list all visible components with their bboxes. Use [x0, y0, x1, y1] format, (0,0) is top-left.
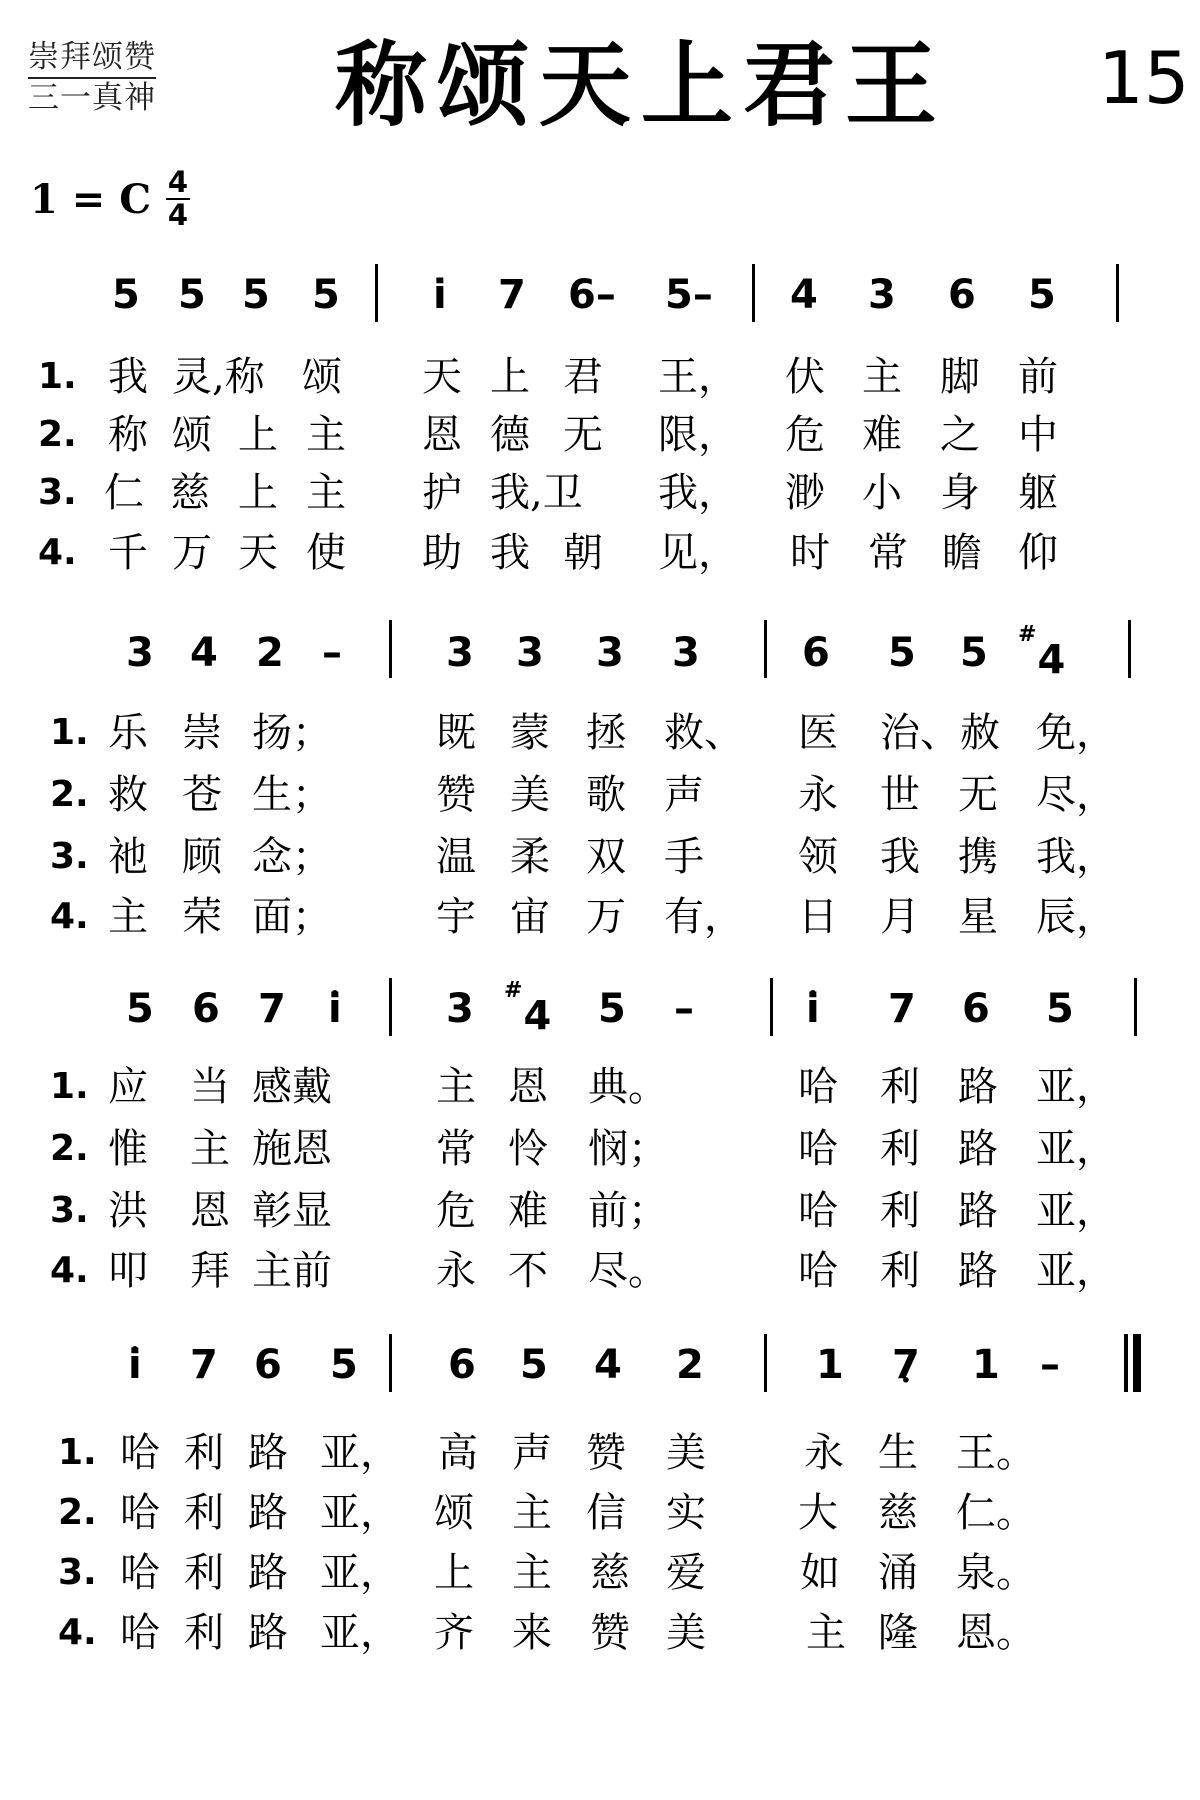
lyric: 有，	[664, 894, 744, 940]
lyric: 温	[436, 834, 476, 880]
lyric: 念；	[252, 834, 332, 880]
lyric: 月	[880, 894, 920, 940]
lyric: 亚，	[320, 1430, 400, 1476]
lyric: 哈	[798, 1248, 838, 1294]
lyric: 惟	[108, 1126, 148, 1172]
lyric: 上	[238, 412, 278, 458]
lyric: 尽。	[588, 1248, 668, 1294]
lyric: 之	[940, 412, 980, 458]
note: 6	[802, 630, 830, 676]
note: i	[433, 272, 447, 318]
lyric: 亚，	[320, 1610, 400, 1656]
note: 3	[596, 630, 624, 676]
lyric: 王。	[956, 1430, 1036, 1476]
lyric: 利	[880, 1126, 920, 1172]
lyric: 日	[798, 894, 838, 940]
verse-number: 1.	[38, 356, 77, 397]
lyric: 如	[800, 1550, 840, 1596]
lyric: 赞	[586, 1430, 626, 1476]
lyric: 路	[958, 1188, 998, 1234]
lyric: 利	[880, 1248, 920, 1294]
lyric: 辰，	[1036, 894, 1116, 940]
lyric: 泉。	[956, 1550, 1036, 1596]
lyric: 我	[880, 834, 920, 880]
lyric: 王，	[658, 354, 738, 400]
verse-number: 3.	[50, 836, 89, 877]
lyric: 世	[880, 772, 920, 818]
note: –	[322, 630, 342, 676]
verse-4-line-1	[0, 528, 1200, 578]
lyric: 亚，	[1036, 1064, 1116, 1110]
verse-3-line-1	[0, 468, 1200, 518]
lyric: 见，	[658, 530, 738, 576]
barline	[764, 1334, 767, 1392]
verse-2-line-1	[0, 410, 1200, 460]
lyric: 恩	[508, 1064, 548, 1110]
lyric: 使	[306, 530, 346, 576]
lyric: 慈	[590, 1550, 630, 1596]
lyric: 恩	[422, 412, 462, 458]
lyric: 天	[422, 354, 462, 400]
verse-number: 2.	[38, 414, 77, 455]
note: –	[1040, 1342, 1060, 1388]
lyric: 伏	[785, 354, 825, 400]
lyric: 美	[666, 1430, 706, 1476]
note: 3	[446, 986, 474, 1032]
note: 3	[516, 630, 544, 676]
verse-number: 4.	[58, 1612, 97, 1653]
note: 3	[126, 630, 154, 676]
lyric: 美	[666, 1610, 706, 1656]
lyric: 乐	[108, 710, 148, 756]
barline	[1134, 978, 1137, 1036]
lyric: 歌	[586, 772, 626, 818]
note: 5	[598, 986, 626, 1032]
note: 6	[962, 986, 990, 1032]
note: #4	[504, 978, 552, 1040]
note-value: 4	[523, 993, 552, 1040]
note: 5	[126, 986, 154, 1032]
lyric: 脚	[940, 354, 980, 400]
lyric: 哈	[120, 1490, 160, 1536]
lyric: 柔	[510, 834, 550, 880]
barline	[764, 620, 767, 678]
verse-1-line-4	[0, 1428, 1200, 1478]
note: 5	[1028, 272, 1056, 318]
lyric: 常	[436, 1126, 476, 1172]
lyric: 仁	[104, 470, 144, 516]
barline	[389, 620, 392, 678]
lyric: 悯；	[588, 1126, 668, 1172]
note: 6	[254, 1342, 282, 1388]
lyric: 怜	[508, 1126, 548, 1172]
lyric: 利	[184, 1610, 224, 1656]
note: #4	[1018, 622, 1066, 684]
lyric: 恩。	[956, 1610, 1036, 1656]
verse-2-line-4	[0, 1488, 1200, 1538]
note: 4	[190, 630, 218, 676]
lyric: 宙	[510, 894, 550, 940]
time-denominator: 4	[167, 198, 189, 232]
verse-number: 4.	[38, 532, 77, 573]
lyric: 仰	[1018, 530, 1058, 576]
lyric: 我	[490, 530, 530, 576]
lyric: 颂	[302, 354, 342, 400]
note: 7	[888, 986, 916, 1032]
lyric: 信	[586, 1490, 626, 1536]
lyric: 主	[306, 412, 346, 458]
lyric: 身	[940, 470, 980, 516]
lyric: 主	[806, 1610, 846, 1656]
lyric: 危	[785, 412, 825, 458]
category-line-1: 崇拜颂赞	[28, 38, 156, 79]
lyric: 哈	[798, 1126, 838, 1172]
lyric: 利	[184, 1430, 224, 1476]
lyric: 利	[880, 1064, 920, 1110]
lyric: 利	[184, 1550, 224, 1596]
notation-line-2	[0, 622, 1200, 688]
lyric: 瞻	[942, 530, 982, 576]
lyric: 扬；	[252, 710, 332, 756]
lyric: 洪	[108, 1188, 148, 1234]
note-value: 4	[1037, 637, 1066, 684]
lyric: 路	[248, 1610, 288, 1656]
lyric: 祂	[108, 834, 148, 880]
lyric: 我，	[1036, 834, 1116, 880]
lyric: 路	[248, 1490, 288, 1536]
note: 5	[520, 1342, 548, 1388]
lyric: 小	[862, 470, 902, 516]
lyric: 赞	[436, 772, 476, 818]
lyric: 万	[172, 530, 212, 576]
lyric: 荣	[182, 894, 222, 940]
lyric: 上	[238, 470, 278, 516]
lyric: 无	[563, 412, 603, 458]
note: 7 •	[892, 1340, 920, 1390]
lyric: 路	[248, 1550, 288, 1596]
barline	[375, 264, 378, 322]
lyric: 涌	[878, 1550, 918, 1596]
note: 5	[888, 630, 916, 676]
lyric: 万	[586, 894, 626, 940]
lyric: 感戴	[252, 1064, 332, 1110]
lyric: 难	[508, 1188, 548, 1234]
lyric: 上	[434, 1550, 474, 1596]
lyric: 赞	[590, 1610, 630, 1656]
note: 5	[242, 272, 270, 318]
verse-number: 3.	[50, 1190, 89, 1231]
lyric: 亚，	[320, 1550, 400, 1596]
lyric: 声	[664, 772, 704, 818]
lyric: 天	[238, 530, 278, 576]
lyric: 亚，	[1036, 1126, 1116, 1172]
lyric: 路	[958, 1064, 998, 1110]
lyric: 施恩	[252, 1126, 332, 1172]
verse-number: 3.	[58, 1552, 97, 1593]
note: 6–	[568, 272, 616, 318]
lyric: 前	[1018, 354, 1058, 400]
note: 5	[1046, 986, 1074, 1032]
lyric: 君	[563, 354, 603, 400]
hymn-number: 15	[1098, 36, 1190, 120]
note: 5	[960, 630, 988, 676]
lyric: 主	[862, 354, 902, 400]
lyric: 声	[512, 1430, 552, 1476]
lyric: 躯	[1018, 470, 1058, 516]
note: 4	[594, 1342, 622, 1388]
lyric: 助	[422, 530, 462, 576]
lyric: 星	[958, 894, 998, 940]
verse-3-line-4	[0, 1548, 1200, 1598]
lyric: 来	[512, 1610, 552, 1656]
lyric: 崇	[182, 710, 222, 756]
note: 7	[258, 986, 286, 1032]
verse-3-line-3	[0, 1186, 1200, 1236]
verse-1-line-2	[0, 708, 1200, 758]
lyric: 携	[958, 834, 998, 880]
verse-number: 1.	[50, 712, 89, 753]
notation-line-1	[0, 270, 1200, 330]
lyric: 永	[804, 1430, 844, 1476]
verse-2-line-3	[0, 1124, 1200, 1174]
lyric: 朝	[563, 530, 603, 576]
note: 6	[192, 986, 220, 1032]
lyric: 生；	[252, 772, 332, 818]
lyric: 医	[798, 710, 838, 756]
lyric: 德	[490, 412, 530, 458]
key-signature: 1 = C	[30, 176, 152, 223]
barline	[389, 978, 392, 1036]
lyric: 利	[880, 1188, 920, 1234]
category-line-2: 三一真神	[28, 80, 156, 116]
note: 5–	[665, 272, 713, 318]
lyric: 蒙	[510, 710, 550, 756]
lyric: 哈	[120, 1610, 160, 1656]
lyric: 彰显	[252, 1188, 332, 1234]
verse-4-line-2	[0, 892, 1200, 942]
time-signature	[166, 165, 190, 232]
lyric: 主	[512, 1490, 552, 1536]
verse-4-line-3	[0, 1246, 1200, 1296]
note: 3	[446, 630, 474, 676]
lyric: 既	[436, 710, 476, 756]
lyric: 当	[190, 1064, 230, 1110]
note: 3	[868, 272, 896, 318]
verse-3-line-2	[0, 832, 1200, 882]
lyric: 叩	[108, 1248, 148, 1294]
lyric: 应	[108, 1064, 148, 1110]
verse-number: 4.	[50, 1250, 89, 1291]
lyric: 齐	[434, 1610, 474, 1656]
lyric: 路	[958, 1248, 998, 1294]
lyric: 不	[508, 1248, 548, 1294]
lyric: 主	[108, 894, 148, 940]
note: 5	[178, 272, 206, 318]
note: 2	[256, 630, 284, 676]
lyric: 时	[790, 530, 830, 576]
lyric: 面；	[252, 894, 332, 940]
lyric: 亚，	[1036, 1248, 1116, 1294]
lyric: 颂	[172, 412, 212, 458]
verse-number: 2.	[50, 1128, 89, 1169]
lyric: 我,卫	[490, 470, 583, 516]
lyric: 主	[512, 1550, 552, 1596]
lyric: 千	[108, 530, 148, 576]
lyric: 哈	[120, 1550, 160, 1596]
lyric: 我，	[658, 470, 738, 516]
note: • i	[806, 984, 820, 1034]
note: • i	[128, 1340, 142, 1390]
lyric: 亚，	[320, 1490, 400, 1536]
lyric: 典。	[588, 1064, 668, 1110]
note: 4	[790, 272, 818, 318]
verse-number: 2.	[50, 774, 89, 815]
note: 5	[330, 1342, 358, 1388]
verse-2-line-2	[0, 770, 1200, 820]
lyric: 隆	[878, 1610, 918, 1656]
lyric: 哈	[798, 1188, 838, 1234]
lyric: 实	[666, 1490, 706, 1536]
lyric: 前；	[588, 1188, 668, 1234]
verse-1-line-3	[0, 1062, 1200, 1112]
note: 6	[948, 272, 976, 318]
lyric: 主	[306, 470, 346, 516]
verse-1-line-1	[0, 352, 1200, 402]
lyric: 渺	[785, 470, 825, 516]
note: 3	[672, 630, 700, 676]
lyric: 苍	[182, 772, 222, 818]
notation-line-4	[0, 1340, 1200, 1400]
lyric: 顾	[182, 834, 222, 880]
lyric: 拯	[586, 710, 626, 756]
verse-number: 2.	[58, 1492, 97, 1533]
lyric: 我	[108, 354, 148, 400]
lyric: 主前	[252, 1248, 332, 1294]
barline	[770, 978, 773, 1036]
lyric: 永	[436, 1248, 476, 1294]
lyric: 美	[510, 772, 550, 818]
lyric: 限，	[658, 412, 738, 458]
final-double-barline	[1124, 1334, 1144, 1392]
lyric: 治、赦	[880, 710, 1000, 756]
lyric: 主	[190, 1126, 230, 1172]
lyric: 恩	[190, 1188, 230, 1234]
lyric: 救	[108, 772, 148, 818]
note: 6	[448, 1342, 476, 1388]
verse-number: 4.	[50, 896, 89, 937]
lyric: 上	[490, 354, 530, 400]
lyric: 称	[108, 412, 148, 458]
lyric: 大	[798, 1490, 838, 1536]
lyric: 救、	[664, 710, 744, 756]
lyric: 慈	[170, 470, 210, 516]
lyric: 无	[958, 772, 998, 818]
note: 7	[498, 272, 526, 318]
lyric: 慈	[878, 1490, 918, 1536]
note: –	[674, 986, 694, 1032]
lyric: 领	[798, 834, 838, 880]
lyric: 主	[436, 1064, 476, 1110]
lyric: 路	[958, 1126, 998, 1172]
lyric: 高	[438, 1430, 478, 1476]
lyric: 灵,称	[172, 354, 265, 400]
lyric: 双	[586, 834, 626, 880]
lyric: 拜	[190, 1248, 230, 1294]
hymn-category	[28, 38, 156, 117]
lyric: 永	[798, 772, 838, 818]
verse-4-line-4	[0, 1608, 1200, 1658]
lyric: 手	[664, 834, 704, 880]
lyric: 亚，	[1036, 1188, 1116, 1234]
lyric: 哈	[798, 1064, 838, 1110]
lyric: 中	[1018, 412, 1058, 458]
verse-number: 1.	[58, 1432, 97, 1473]
note: • i	[328, 984, 342, 1034]
verse-number: 3.	[38, 472, 77, 513]
note: 7	[190, 1342, 218, 1388]
lyric: 危	[436, 1188, 476, 1234]
barline	[1116, 264, 1119, 322]
lyric: 难	[862, 412, 902, 458]
note: 1	[816, 1342, 844, 1388]
lyric: 利	[184, 1490, 224, 1536]
note: 2	[676, 1342, 704, 1388]
note: 5	[312, 272, 340, 318]
time-numerator: 4	[167, 165, 189, 199]
lyric: 颂	[434, 1490, 474, 1536]
lyric: 仁。	[956, 1490, 1036, 1536]
lyric: 生	[878, 1430, 918, 1476]
lyric: 免，	[1036, 710, 1116, 756]
barline	[389, 1334, 392, 1392]
verse-number: 1.	[50, 1066, 89, 1107]
lyric: 哈	[120, 1430, 160, 1476]
lyric: 路	[248, 1430, 288, 1476]
hymn-title: 称颂天上君王	[335, 31, 948, 139]
note: 5	[112, 272, 140, 318]
lyric: 宇	[436, 894, 476, 940]
lyric: 护	[422, 470, 462, 516]
lyric: 尽，	[1036, 772, 1116, 818]
notation-line-3	[0, 978, 1200, 1044]
barline	[1128, 620, 1131, 678]
barline	[752, 264, 755, 322]
lyric: 爱	[666, 1550, 706, 1596]
lyric: 常	[868, 530, 908, 576]
note: 1	[972, 1342, 1000, 1388]
